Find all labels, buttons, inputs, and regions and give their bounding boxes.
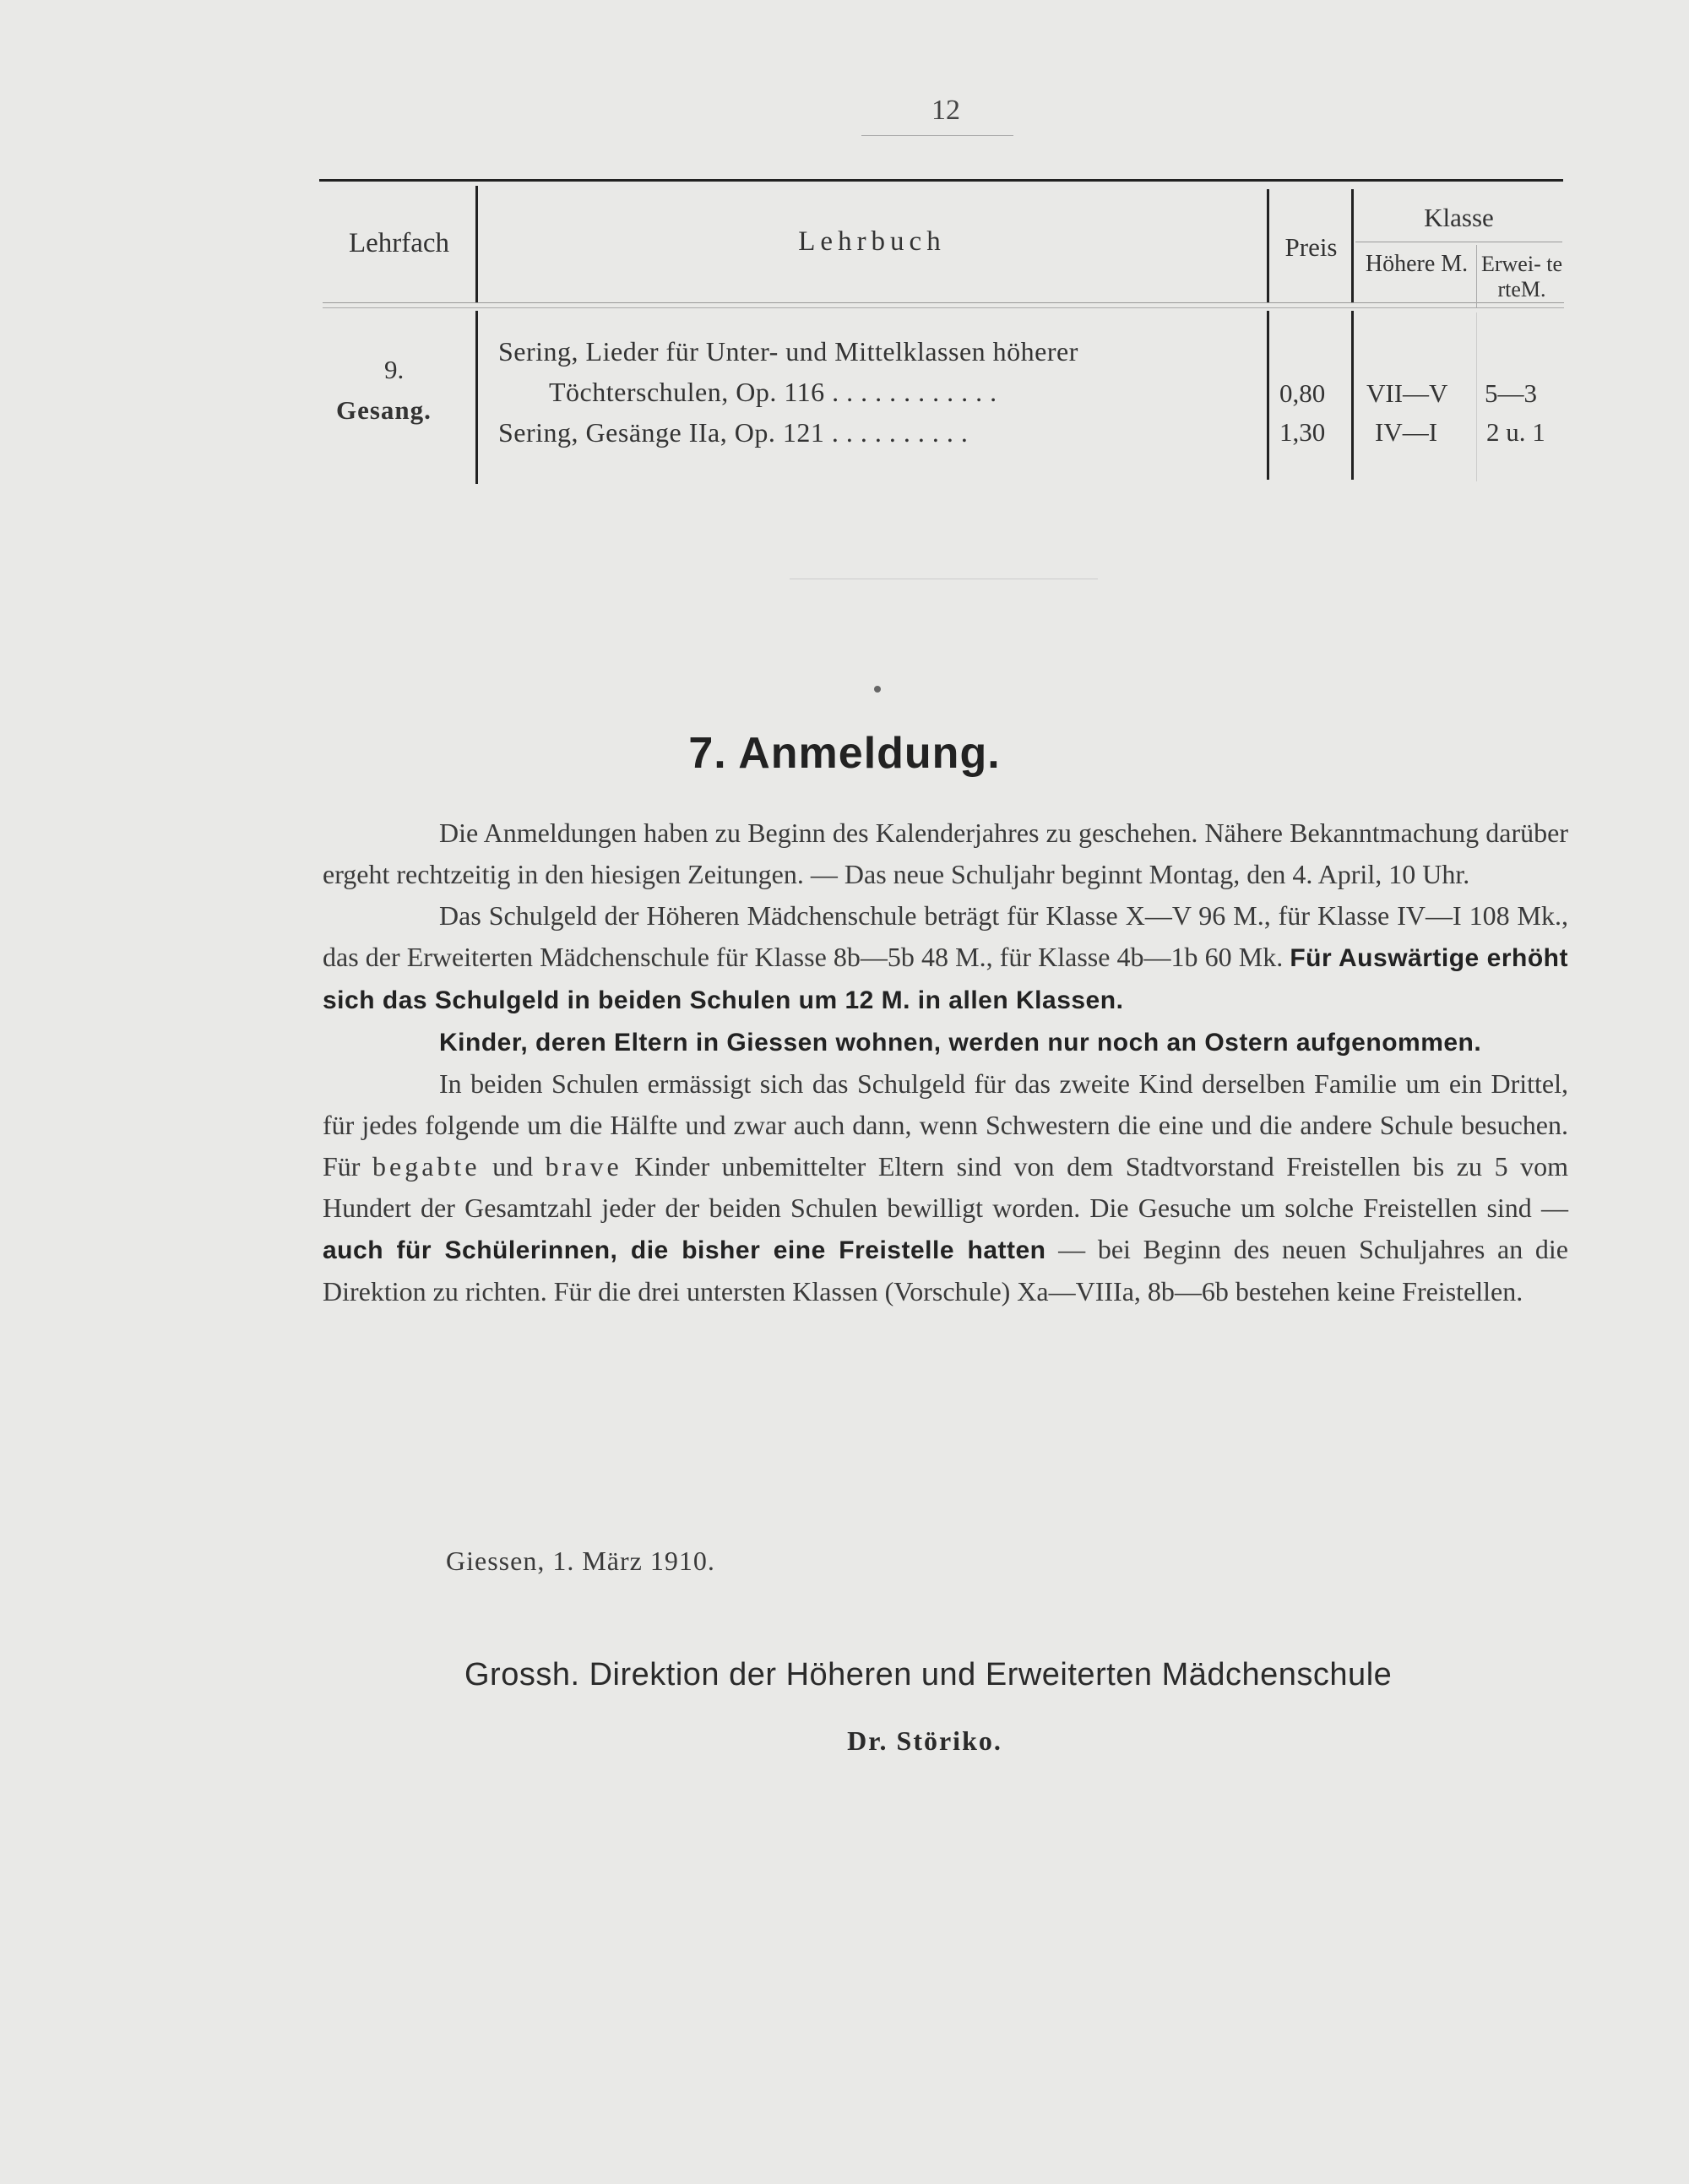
signer-name: Dr. Störiko. — [847, 1725, 1002, 1756]
col-divider-3 — [1351, 189, 1354, 302]
header-class-higher: Höhere M. — [1365, 251, 1469, 277]
col-divider-3b — [1351, 311, 1354, 480]
paragraph-4 — [323, 1063, 1568, 1312]
paragraph-4-spaced-1: begabte — [372, 1151, 481, 1182]
paragraph-1: Die Anmeldungen haben zu Beginn des Kalenderjahres zu geschehen. Nähere Bekanntmachung darüber ergeht rechtzeitig in den hiesigen Zeitungen. — Das neue Schuljahr beginnt Montag, den 4. April, 10 Uhr. — [323, 818, 1568, 889]
col-divider-1b — [475, 311, 478, 484]
col-divider-4 — [1476, 245, 1477, 308]
section-title: 7. Anmeldung. — [688, 729, 1001, 778]
table-header-rule — [323, 302, 1564, 303]
header-textbook: Lehrbuch — [798, 226, 946, 257]
row1-book-line1: Sering, Lieder für Unter- und Mittelklassen höherer — [498, 336, 1078, 367]
print-speck — [874, 686, 881, 693]
header-class-group: Klasse — [1424, 203, 1494, 232]
paragraph-2 — [323, 895, 1568, 1021]
paragraph-4-spaced-2: brave — [545, 1151, 622, 1182]
row2-class-higher: IV—I — [1375, 417, 1438, 447]
header-price: Preis — [1284, 232, 1338, 262]
paragraph-4-text-a: In beiden Schulen ermässigt sich das Schulgeld für das zweite Kind derselben Familie um ein Drittel, für jedes folgende um die Hälfte und zwar auch dann, wenn Schwestern die eine und die andere Schule besuchen. Für — [323, 1068, 1568, 1182]
dateline: Giessen, 1. März 1910. — [446, 1546, 715, 1576]
section-body — [323, 812, 1568, 1312]
row2-book-line1: Sering, Gesänge IIa, Op. 121 . . . . . . . . . . — [498, 417, 969, 448]
header-subject: Lehrfach — [348, 228, 450, 258]
paragraph-2-text: Das Schulgeld der Höheren Mädchenschule beträgt für Klasse X—V 96 M., für Klasse IV—I 108 Mk., das der Erweiterten Mädchenschule für Klasse 8b—5b 48 M., für Klasse 4b—1b 60 Mk. — [323, 900, 1568, 972]
paragraph-4-text-b: Kinder unbemittelter Eltern sind von dem Stadtvorstand Freistellen bis zu 5 vom Hundert der Gesamtzahl jeder der beiden Schulen bewilligt worden. Die Gesuche um solche Freistellen sind — — [323, 1151, 1569, 1223]
issuing-authority: Grossh. Direktion der Höheren und Erweiterten Mädchenschule — [464, 1657, 1393, 1692]
table-header-rule-2 — [323, 307, 1564, 308]
row1-class-extended: 5—3 — [1485, 378, 1537, 408]
col-divider-2 — [1267, 189, 1269, 302]
col-divider-1 — [475, 186, 478, 302]
col-divider-2b — [1267, 311, 1269, 480]
page-number-rule — [861, 135, 1013, 136]
subject-name: Gesang. — [336, 395, 432, 425]
page-number: 12 — [931, 95, 960, 126]
row1-book-line2: Töchterschulen, Op. 116 . . . . . . . . . . . . — [549, 377, 997, 407]
paragraph-3-bold: Kinder, deren Eltern in Giessen wohnen, werden nur noch an Ostern aufgenommen. — [439, 1029, 1482, 1057]
paragraph-2-bold: Für Auswärtige erhöht sich das Schulgeld in beiden Schulen um 12 M. in allen Klassen. — [323, 944, 1569, 1014]
paragraph-4-text-c: — bei Beginn des neuen Schuljahres an die Direktion zu richten. Für die drei untersten Klassen (Vorschule) Xa—VIIIa, 8b—6b bestehen keine Freistellen. — [323, 1234, 1568, 1307]
table-top-rule — [319, 179, 1563, 182]
col-divider-4b — [1476, 312, 1477, 481]
row2-class-extended: 2 u. 1 — [1486, 417, 1545, 447]
header-class-extended: Erwei- terteM. — [1480, 252, 1562, 302]
subject-number: 9. — [384, 355, 405, 384]
row2-price: 1,30 — [1279, 417, 1326, 447]
row1-class-higher: VII—V — [1366, 378, 1448, 408]
paragraph-3 — [323, 1021, 1568, 1063]
row1-price: 0,80 — [1279, 378, 1326, 408]
paragraph-4-und: und — [492, 1151, 534, 1182]
paragraph-4-bold: auch für Schülerinnen, die bisher eine Freistelle hatten — [323, 1236, 1046, 1264]
